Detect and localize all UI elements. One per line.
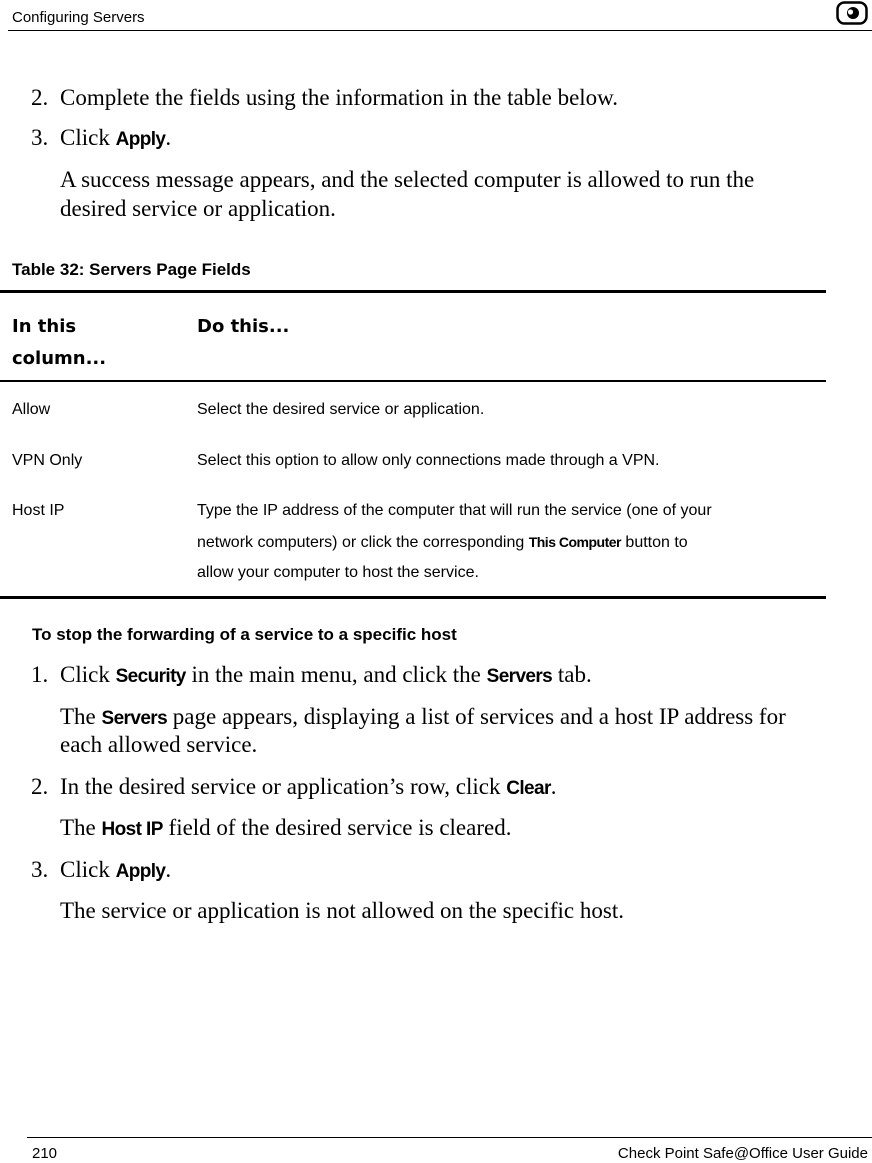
table-bottom-rule (0, 596, 826, 599)
row-field: Allow (12, 401, 51, 418)
page-number: 210 (32, 1145, 58, 1162)
header-rule (8, 30, 872, 31)
proc-step-2-result: The Host IP field of the desired service is cleared. (60, 815, 512, 840)
servers-ui-label: Servers (486, 666, 553, 687)
check-point-logo-icon (836, 1, 868, 25)
guide-title: Check Point Safe@Office User Guide (617, 1145, 868, 1162)
row-description-line-3: allow your computer to host the service. (197, 564, 479, 581)
table-header-rule (0, 380, 826, 382)
host-ip-ui-label: Host IP (101, 819, 163, 840)
footer-rule (27, 1137, 872, 1138)
apply-ui-label: Apply (115, 129, 166, 150)
row-description-line-1: Type the IP address of the computer that will run the service (one of your (197, 502, 712, 519)
running-header-title: Configuring Servers (12, 9, 145, 26)
table-caption: Table 32: Servers Page Fields (12, 260, 251, 279)
this-computer-ui-label: This Computer (528, 534, 621, 550)
security-ui-label: Security (115, 666, 186, 687)
proc-step-3-result: The service or application is not allowed on the specific host. (60, 898, 624, 923)
table-header-col1: In this column... (12, 316, 107, 369)
clear-ui-label: Clear (506, 778, 551, 799)
step-3-result-line-2: desired service or application. (60, 196, 336, 221)
row-field: VPN Only (12, 452, 83, 469)
table-header-col2: Do this... (197, 316, 290, 337)
row-description-line-2: network computers) or click the corresponding This Computer button to (197, 534, 688, 551)
row-description: Select this option to allow only connections made through a VPN. (197, 452, 660, 469)
proc-step-1-result-line-2: each allowed service. (60, 732, 258, 757)
procedure-title: To stop the forwarding of a service to a specific host (32, 625, 457, 644)
row-field: Host IP (12, 502, 65, 519)
row-description: Select the desired service or application. (197, 401, 485, 418)
step-3-result-line-1: A success message appears, and the selected computer is allowed to run the (60, 167, 755, 192)
apply-ui-label: Apply (115, 861, 166, 882)
servers-ui-label: Servers (101, 708, 168, 729)
proc-step-1-result-line-1: The Servers page appears, displaying a list of services and a host IP address for (60, 704, 786, 729)
table-top-rule (0, 290, 826, 293)
